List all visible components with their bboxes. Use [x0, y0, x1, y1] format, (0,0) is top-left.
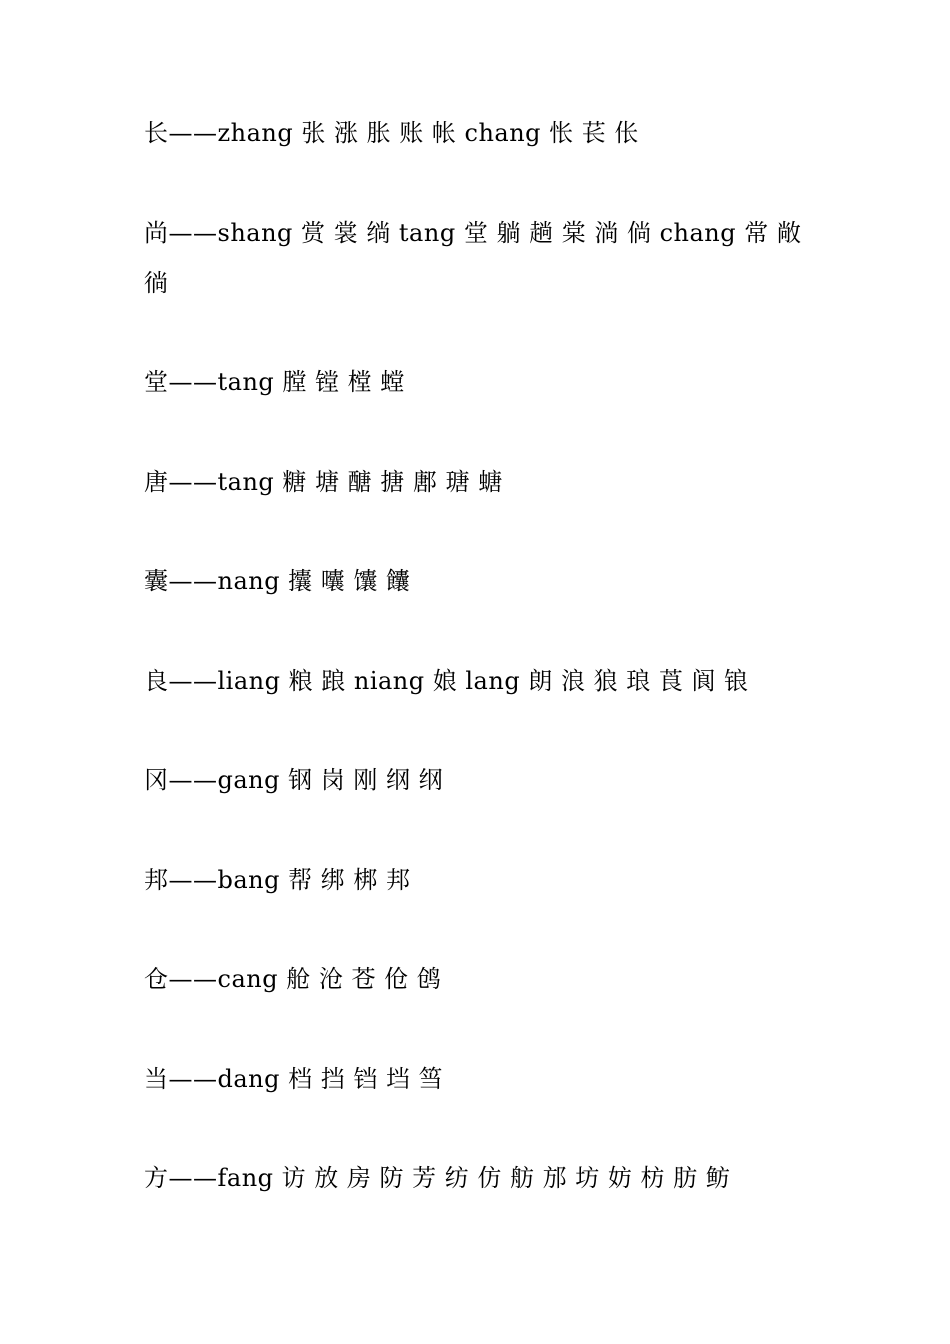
- text-line-tang-1: 堂——tang 膛 镗 樘 螳: [144, 368, 405, 396]
- text-line-nang: 囊——nang 攮 囔 馕 饢: [144, 567, 411, 595]
- text-line-liang: 良——liang 粮 踉 niang 娘 lang 朗 浪 狼 琅 莨 阆 锒: [144, 667, 749, 695]
- text-line-dang: 当——dang 档 挡 铛 垱 筜: [144, 1065, 444, 1093]
- text-line-shang: 尚——shang 赏 裳 绱 tang 堂 躺 趟 棠 淌 倘 chang 常 敞 徜: [144, 219, 810, 297]
- text-line-bang: 邦——bang 帮 绑 梆 邦: [144, 866, 411, 894]
- text-line-cang: 仓——cang 舱 沧 苍 伧 鸧: [144, 965, 442, 993]
- text-line-zhang: 长——zhang 张 涨 胀 账 帐 chang 怅 苌 伥: [144, 119, 639, 147]
- text-line-gang: 冈——gang 钢 岗 刚 纲 纲: [144, 766, 444, 794]
- text-line-tang-2: 唐——tang 糖 塘 醣 搪 鄌 瑭 螗: [144, 468, 503, 496]
- text-line-fang: 方——fang 访 放 房 防 芳 纺 仿 舫 邡 坊 妨 枋 肪 鲂: [144, 1164, 731, 1192]
